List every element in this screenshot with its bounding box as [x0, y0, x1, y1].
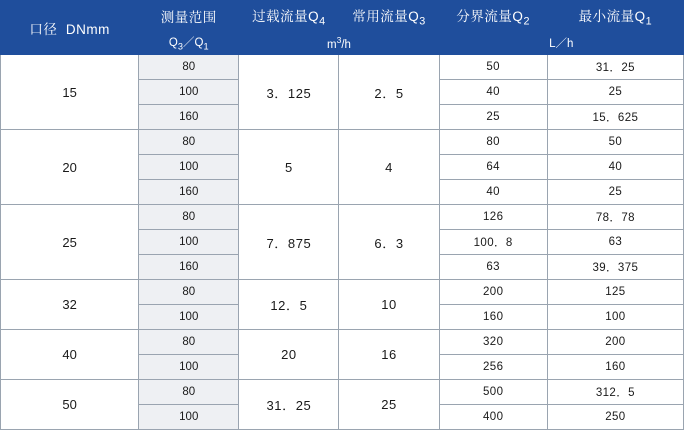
cell-transitional-flow: 100．8: [439, 230, 547, 255]
cell-diameter: 32: [1, 280, 139, 330]
cell-transitional-flow: 25: [439, 105, 547, 130]
cell-transitional-flow: 400: [439, 405, 547, 430]
cell-normal-flow: 25: [339, 380, 439, 430]
header-minimum-label: 最小流量Q: [578, 8, 646, 24]
cell-minimum-flow: 125: [547, 280, 683, 305]
cell-minimum-flow: 312．5: [547, 380, 683, 405]
cell-transitional-flow: 126: [439, 205, 547, 230]
header-cell-transitional-flow: [439, 1, 547, 32]
cell-minimum-flow: 25: [547, 80, 683, 105]
cell-transitional-flow: 80: [439, 130, 547, 155]
cell-minimum-flow: 100: [547, 305, 683, 330]
cell-ratio: 100: [139, 155, 239, 180]
cell-transitional-flow: 40: [439, 80, 547, 105]
cell-ratio: 80: [139, 280, 239, 305]
cell-ratio: 80: [139, 380, 239, 405]
cell-ratio: 100: [139, 305, 239, 330]
header-overload-label: 过载流量Q: [252, 8, 320, 24]
header-diameter-label: 口径: [29, 21, 58, 37]
cell-minimum-flow: 200: [547, 330, 683, 355]
header-unit-ratio: [139, 32, 239, 55]
table-header: [1, 1, 684, 55]
header-diameter-unit: DNmm: [65, 21, 110, 37]
cell-ratio: 100: [139, 405, 239, 430]
cell-minimum-flow: 63: [547, 230, 683, 255]
header-ratio-q1-index: 1: [203, 41, 209, 52]
cell-normal-flow: 2．5: [339, 55, 439, 130]
cell-diameter: 25: [1, 205, 139, 280]
header-unit-lh: [439, 32, 683, 55]
cell-diameter: 20: [1, 130, 139, 205]
cell-transitional-flow: 500: [439, 380, 547, 405]
cell-ratio: 80: [139, 205, 239, 230]
cell-normal-flow: 16: [339, 330, 439, 380]
cell-overload-flow: 31．25: [239, 380, 339, 430]
cell-ratio: 160: [139, 180, 239, 205]
table-row: [1, 380, 684, 405]
header-transitional-label: 分界流量Q: [456, 8, 524, 24]
cell-ratio: 80: [139, 55, 239, 80]
header-unit-lh-label: L／h: [549, 38, 574, 50]
cell-transitional-flow: 63: [439, 255, 547, 280]
header-transitional-index: 2: [523, 15, 530, 28]
header-ratio-q3: Q: [168, 37, 178, 50]
cell-overload-flow: 12．5: [239, 280, 339, 330]
cell-diameter: 50: [1, 380, 139, 430]
header-unit-perhour: /h: [341, 38, 351, 51]
cell-minimum-flow: 31．25: [547, 55, 683, 80]
cell-ratio: 80: [139, 130, 239, 155]
header-unit-exponent: 3: [336, 35, 342, 46]
cell-minimum-flow: 25: [547, 180, 683, 205]
header-ratio-slash: ／: [183, 37, 195, 50]
header-cell-normal-flow: [339, 1, 439, 32]
cell-ratio: 100: [139, 230, 239, 255]
cell-transitional-flow: 64: [439, 155, 547, 180]
cell-overload-flow: 7．875: [239, 205, 339, 280]
cell-minimum-flow: 50: [547, 130, 683, 155]
header-normal-index: 3: [419, 15, 426, 28]
cell-ratio: 160: [139, 255, 239, 280]
header-cell-minimum-flow: [547, 1, 683, 32]
cell-overload-flow: 3．125: [239, 55, 339, 130]
cell-normal-flow: 10: [339, 280, 439, 330]
header-minimum-index: 1: [645, 15, 653, 28]
cell-minimum-flow: 250: [547, 405, 683, 430]
cell-normal-flow: 4: [339, 130, 439, 205]
cell-transitional-flow: 50: [439, 55, 547, 80]
table-row: [1, 280, 684, 305]
cell-minimum-flow: 15．625: [547, 105, 683, 130]
cell-ratio: 100: [139, 355, 239, 380]
header-unit-m3h: [239, 32, 439, 55]
table-row: [1, 55, 684, 80]
header-unit-m: m: [326, 38, 337, 51]
header-normal-label: 常用流量Q: [352, 8, 420, 24]
header-ratio-q1: Q: [194, 37, 204, 50]
cell-transitional-flow: 200: [439, 280, 547, 305]
cell-minimum-flow: 160: [547, 355, 683, 380]
header-ratio-q3-index: 3: [177, 41, 183, 52]
table-row: [1, 330, 684, 355]
cell-transitional-flow: 40: [439, 180, 547, 205]
header-cell-diameter: [1, 1, 139, 55]
header-overload-index: 4: [319, 15, 326, 28]
cell-normal-flow: 6．3: [339, 205, 439, 280]
header-row-main: [1, 1, 684, 32]
cell-minimum-flow: 39．375: [547, 255, 683, 280]
cell-transitional-flow: 160: [439, 305, 547, 330]
cell-overload-flow: 20: [239, 330, 339, 380]
header-range-label: 测量范围: [160, 10, 217, 25]
table-row: [1, 130, 684, 155]
header-cell-range: [139, 1, 239, 32]
cell-transitional-flow: 256: [439, 355, 547, 380]
cell-minimum-flow: 78．78: [547, 205, 683, 230]
cell-transitional-flow: 320: [439, 330, 547, 355]
cell-diameter: 40: [1, 330, 139, 380]
cell-overload-flow: 5: [239, 130, 339, 205]
cell-ratio: 80: [139, 330, 239, 355]
cell-minimum-flow: 40: [547, 155, 683, 180]
table-body: [1, 55, 684, 430]
cell-ratio: 100: [139, 80, 239, 105]
table-row: [1, 205, 684, 230]
cell-ratio: 160: [139, 105, 239, 130]
cell-diameter: 15: [1, 55, 139, 130]
header-cell-overload-flow: [239, 1, 339, 32]
